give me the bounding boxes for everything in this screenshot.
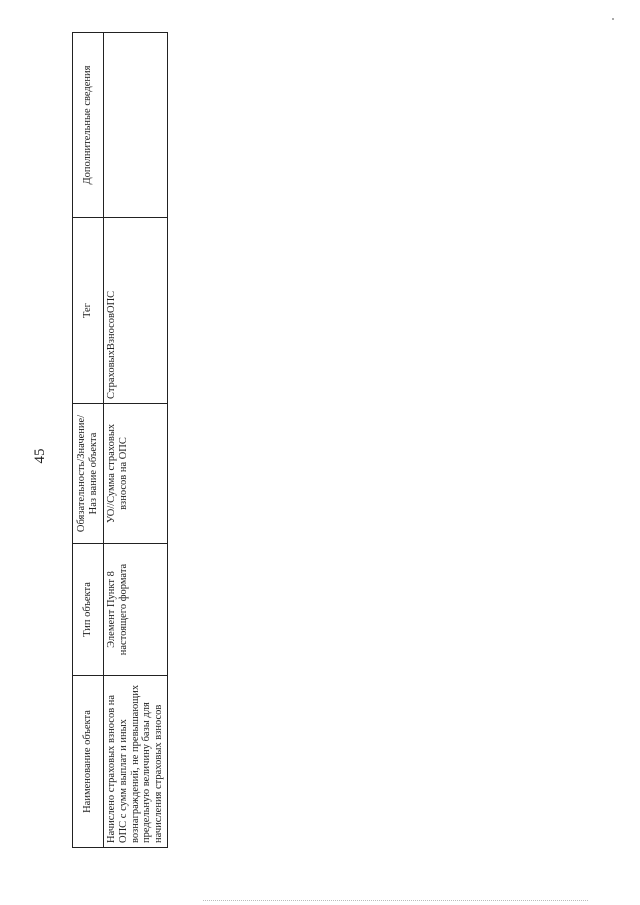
object-table bbox=[72, 32, 168, 848]
cell-object-name: Начислено страховых взносов на ОПС с сумм выплат и иных вознаграждений, не превышающих предельную величину базы для начисления страховых взносов bbox=[104, 676, 168, 848]
cell-object-type: Элемент Пункт 8 настоящего формата bbox=[104, 544, 168, 676]
header-object-type: Тип объекта bbox=[73, 544, 104, 676]
header-additional-info: Дополнительные сведения bbox=[73, 33, 104, 218]
header-requirement: Обязательность/Значение/Наз вание объекта bbox=[73, 404, 104, 544]
header-tag: Тег bbox=[73, 218, 104, 404]
table-container bbox=[72, 33, 166, 848]
cell-requirement: УО//Сумма страховых взносов на ОПС bbox=[104, 404, 168, 544]
cell-additional-info bbox=[104, 33, 168, 218]
table-header-row bbox=[73, 33, 104, 848]
scan-speck bbox=[612, 18, 614, 20]
cell-tag: СтраховыхВзносовОПС bbox=[104, 218, 168, 404]
scan-edge-dots bbox=[203, 900, 588, 901]
page-number: 45 bbox=[32, 448, 48, 464]
header-object-name: Наименование объекта bbox=[73, 676, 104, 848]
table-row bbox=[104, 33, 168, 848]
